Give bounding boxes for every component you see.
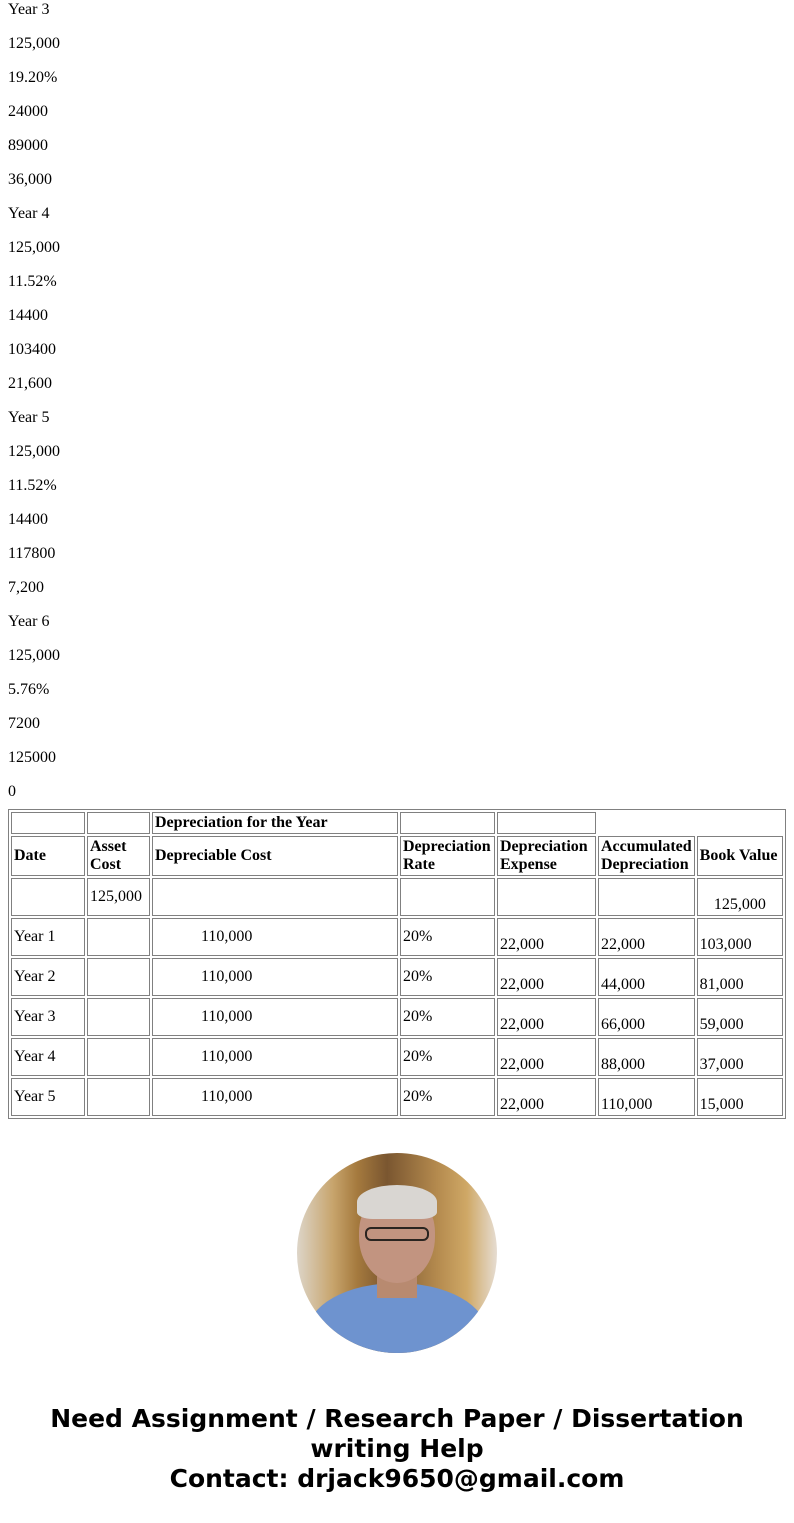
table-row [11,1038,783,1076]
cell-dep-cost: 110,000 [152,918,398,956]
cell-expense: 22,000 [497,998,596,1036]
answer-line: 125000 [8,749,56,766]
answer-line: 14400 [8,511,48,528]
empty-cell [598,878,695,916]
answer-line: Year 5 [8,409,50,426]
table-header-row [11,836,783,876]
answer-line: 11.52% [8,273,57,290]
table-caption-row [11,812,783,834]
empty-cell [497,878,596,916]
cell-accum: 110,000 [598,1078,695,1116]
cell-accum: 88,000 [598,1038,695,1076]
footer-line-2: writing Help [310,1434,484,1463]
answer-line: 89000 [8,137,48,154]
empty-cell [87,1038,150,1076]
cell-expense: 22,000 [497,1078,596,1116]
answer-line: 103400 [8,341,56,358]
answer-line: 0 [8,783,16,800]
header-expense: Depreciation Expense [497,836,596,876]
cell-book: 81,000 [697,958,783,996]
cell-dep-cost: 110,000 [152,1078,398,1116]
photo-hair [357,1185,437,1219]
cell-rate: 20% [400,998,495,1036]
depreciation-table [8,809,786,1119]
empty-cell [11,878,85,916]
cell-book: 103,000 [697,918,783,956]
cell-rate: 20% [400,1078,495,1116]
header-date: Date [11,836,85,876]
table-row [11,1078,783,1116]
contact-footer [0,1404,794,1494]
initial-asset-cost: 125,000 [87,878,150,916]
cell-dep-cost: 110,000 [152,1038,398,1076]
cell-accum: 44,000 [598,958,695,996]
table-row-initial [11,878,783,916]
cell-accum: 66,000 [598,998,695,1036]
empty-cell [87,998,150,1036]
cell-expense: 22,000 [497,958,596,996]
answer-line: 14400 [8,307,48,324]
answer-line: 125,000 [8,239,60,256]
empty-cell [87,1078,150,1116]
empty-cell [400,878,495,916]
cell-book: 59,000 [697,998,783,1036]
footer-line-3: Contact: drjack9650@gmail.com [169,1464,625,1493]
answer-text [8,0,786,817]
answer-line: 7,200 [8,579,44,596]
answer-line: 11.52% [8,477,57,494]
answer-line: Year 3 [8,1,50,18]
answer-line: 36,000 [8,171,52,188]
cell-date: Year 2 [11,958,85,996]
cell-expense: 22,000 [497,918,596,956]
cell-dep-cost: 110,000 [152,958,398,996]
cell-date: Year 5 [11,1078,85,1116]
answer-line: 117800 [8,545,56,562]
answer-line: 7200 [8,715,40,732]
table-row [11,918,783,956]
empty-cell [400,812,495,834]
answer-line: 125,000 [8,35,60,52]
answer-line: 5.76% [8,681,50,698]
header-accumulated: Accumulated Depreciation [598,836,695,876]
cell-book: 15,000 [697,1078,783,1116]
cell-date: Year 4 [11,1038,85,1076]
initial-book-value: 125,000 [697,878,783,916]
cell-date: Year 3 [11,998,85,1036]
photo-glasses [365,1227,429,1241]
table-row [11,998,783,1036]
answer-line: 125,000 [8,443,60,460]
table-row [11,958,783,996]
answer-line: 21,600 [8,375,52,392]
cell-rate: 20% [400,918,495,956]
empty-cell [11,812,85,834]
cell-book: 37,000 [697,1038,783,1076]
header-depreciable-cost: Depreciable Cost [152,836,398,876]
author-photo [297,1153,497,1353]
empty-cell [497,812,596,834]
caption-cell: Depreciation for the Year [152,812,398,834]
empty-cell [87,958,150,996]
answer-line: 24000 [8,103,48,120]
empty-cell [87,918,150,956]
empty-cell [87,812,150,834]
header-book-value: Book Value [697,836,783,876]
header-asset-cost: Asset Cost [87,836,150,876]
answer-line: Year 6 [8,613,50,630]
header-rate: Depreciation Rate [400,836,495,876]
cell-rate: 20% [400,1038,495,1076]
footer-line-1: Need Assignment / Research Paper / Dissertation [50,1404,744,1433]
cell-date: Year 1 [11,918,85,956]
cell-rate: 20% [400,958,495,996]
cell-expense: 22,000 [497,1038,596,1076]
answer-line: 19.20% [8,69,58,86]
cell-dep-cost: 110,000 [152,998,398,1036]
cell-accum: 22,000 [598,918,695,956]
answer-line: Year 4 [8,205,50,222]
answer-line: 125,000 [8,647,60,664]
empty-cell [152,878,398,916]
